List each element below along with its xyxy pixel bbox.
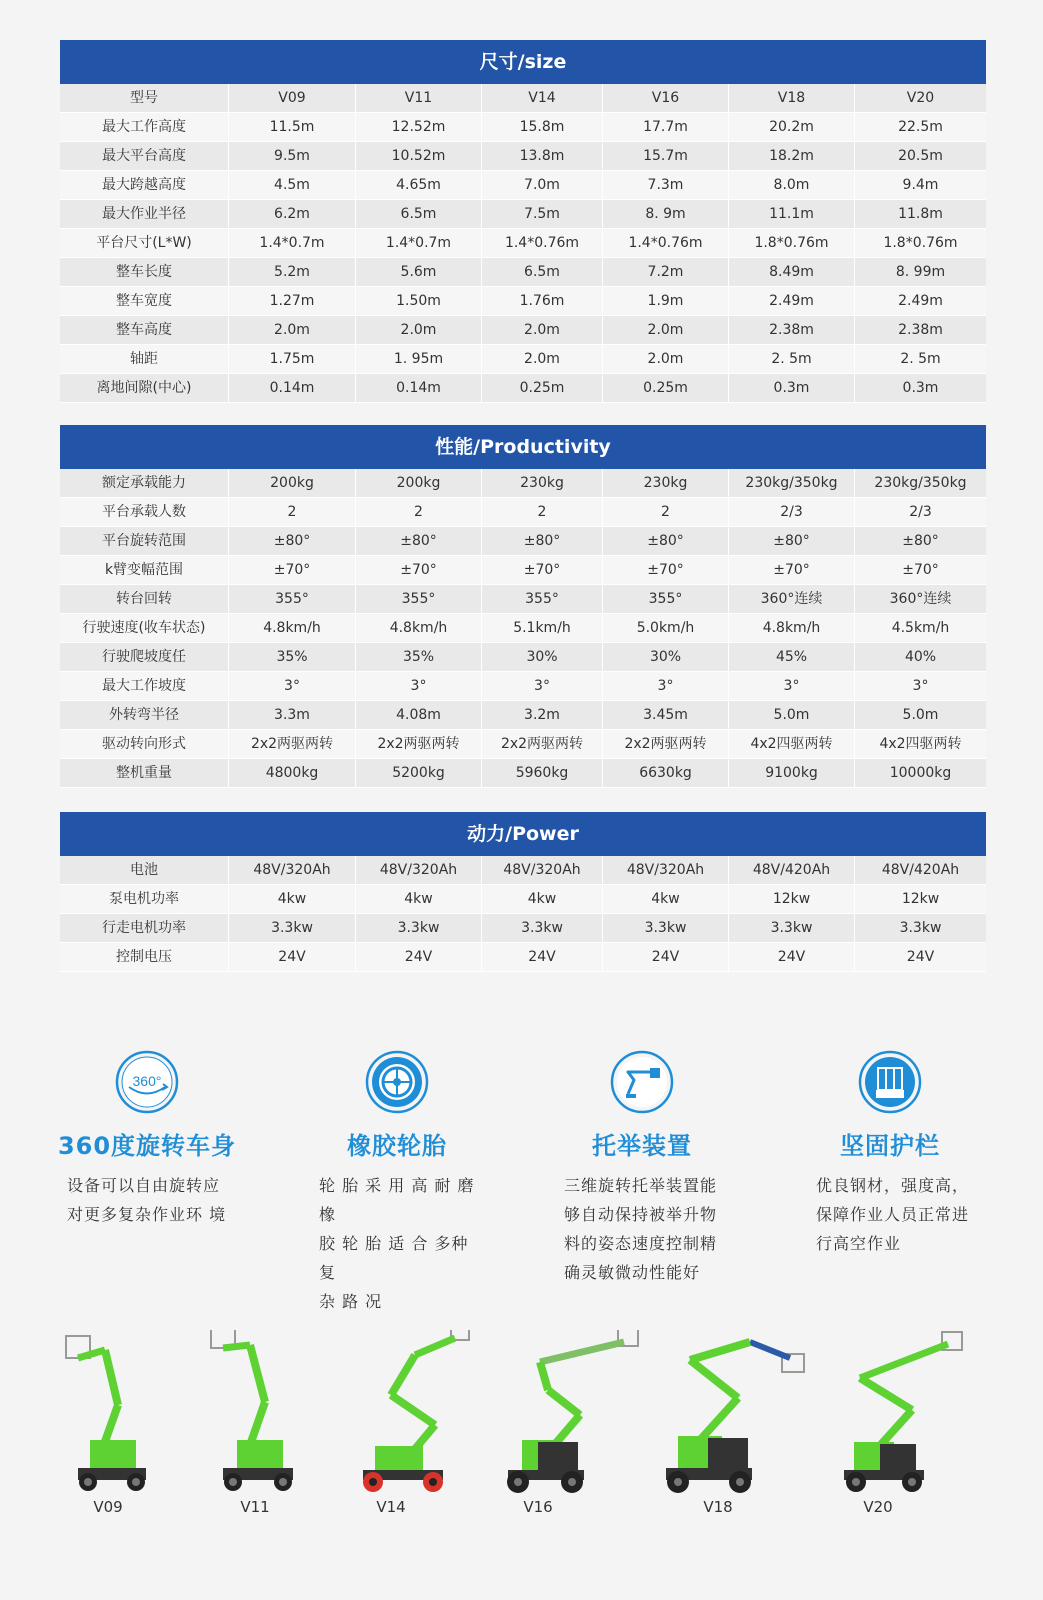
table-cell: 3° — [356, 672, 482, 701]
table-cell: 1.4*0.76m — [603, 229, 729, 258]
table-cell: 45% — [729, 643, 855, 672]
table-cell: ±80° — [855, 527, 986, 556]
table-row — [60, 856, 986, 885]
table-cell: 4kw — [482, 885, 603, 914]
table-cell: 3.3kw — [482, 914, 603, 943]
table-cell: 9.4m — [855, 171, 986, 200]
table-row — [60, 374, 986, 403]
table-cell: 10000kg — [855, 759, 986, 788]
table-cell: 3.3kw — [229, 914, 356, 943]
table-cell: 5.0km/h — [603, 614, 729, 643]
table-cell: 8.49m — [729, 258, 855, 287]
table-row — [60, 200, 986, 229]
table-cell: 3° — [229, 672, 356, 701]
table-row — [60, 701, 986, 730]
row-label: 电池 — [60, 856, 229, 885]
feature-line: 对更多复杂作业环 境 — [67, 1205, 227, 1224]
guardrail-icon — [858, 1050, 922, 1114]
table-cell: 7.3m — [603, 171, 729, 200]
table-row — [60, 914, 986, 943]
table-cell: 2x2两驱两转 — [603, 730, 729, 759]
table-cell: V16 — [603, 84, 729, 113]
table-cell: ±70° — [855, 556, 986, 585]
table-cell: 3.3m — [229, 701, 356, 730]
row-label: 行走电机功率 — [60, 914, 229, 943]
power-header: 动力/Power — [60, 812, 986, 856]
table-cell: 3.3kw — [603, 914, 729, 943]
table-cell: V18 — [729, 84, 855, 113]
table-cell: 200kg — [229, 469, 356, 498]
table-cell: 0.3m — [855, 374, 986, 403]
table-cell: 7.2m — [603, 258, 729, 287]
table-cell: 11.5m — [229, 113, 356, 142]
table-row — [60, 287, 986, 316]
table-cell: 15.7m — [603, 142, 729, 171]
lift-label: V18 — [703, 1498, 733, 1516]
lift-v11-image — [205, 1330, 355, 1530]
table-cell: 40% — [855, 643, 986, 672]
feature-title: 托举装置 — [592, 1132, 692, 1160]
row-label: 整车长度 — [60, 258, 229, 287]
tire-icon — [365, 1050, 429, 1114]
feature-line: 轮 胎 采 用 高 耐 磨橡 — [319, 1176, 475, 1224]
row-label: 最大跨越高度 — [60, 171, 229, 200]
row-label: 泵电机功率 — [60, 885, 229, 914]
table-row — [60, 643, 986, 672]
table-cell: 1.4*0.7m — [356, 229, 482, 258]
table-cell: ±80° — [229, 527, 356, 556]
table-cell: 2 — [482, 498, 603, 527]
lift-v09-image — [60, 1330, 210, 1530]
lift-v18-image — [660, 1330, 810, 1530]
table-cell: 2.49m — [729, 287, 855, 316]
table-cell: 2.38m — [729, 316, 855, 345]
table-cell: 5.6m — [356, 258, 482, 287]
table-cell: 2/3 — [729, 498, 855, 527]
table-cell: 13.8m — [482, 142, 603, 171]
table-cell: 0.25m — [603, 374, 729, 403]
table-row — [60, 672, 986, 701]
table-cell: 4x2四驱两转 — [729, 730, 855, 759]
table-cell: ±70° — [729, 556, 855, 585]
table-cell: ±70° — [482, 556, 603, 585]
row-label: 离地间隙(中心) — [60, 374, 229, 403]
table-cell: ±80° — [729, 527, 855, 556]
table-row — [60, 113, 986, 142]
size-header: 尺寸/size — [60, 40, 986, 84]
table-cell: V09 — [229, 84, 356, 113]
lift-illustration — [500, 1330, 650, 1500]
table-row — [60, 258, 986, 287]
table-cell: 2.0m — [603, 345, 729, 374]
table-cell: ±70° — [603, 556, 729, 585]
table-cell: 2.0m — [482, 345, 603, 374]
table-cell: 5200kg — [356, 759, 482, 788]
table-cell: 4.5km/h — [855, 614, 986, 643]
lift-illustration — [840, 1330, 980, 1500]
row-label: 外转弯半径 — [60, 701, 229, 730]
table-cell: 5960kg — [482, 759, 603, 788]
table-cell: 2.0m — [229, 316, 356, 345]
table-cell: ±80° — [603, 527, 729, 556]
table-cell: 200kg — [356, 469, 482, 498]
power-table-body — [60, 856, 986, 972]
table-cell: 3.3kw — [855, 914, 986, 943]
table-cell: 4800kg — [229, 759, 356, 788]
table-cell: 48V/420Ah — [729, 856, 855, 885]
table-cell: 0.14m — [229, 374, 356, 403]
table-cell: 48V/320Ah — [603, 856, 729, 885]
table-cell: 2. 5m — [855, 345, 986, 374]
table-cell: 17.7m — [603, 113, 729, 142]
table-cell: 0.3m — [729, 374, 855, 403]
table-cell: 48V/320Ah — [229, 856, 356, 885]
table-cell: 18.2m — [729, 142, 855, 171]
table-cell: 3° — [855, 672, 986, 701]
table-cell: 2. 5m — [729, 345, 855, 374]
table-cell: 11.1m — [729, 200, 855, 229]
table-cell: 355° — [482, 585, 603, 614]
table-cell: 11.8m — [855, 200, 986, 229]
table-row — [60, 84, 986, 113]
table-cell: 2/3 — [855, 498, 986, 527]
table-cell: 12kw — [729, 885, 855, 914]
row-label: 最大工作坡度 — [60, 672, 229, 701]
table-cell: 2.49m — [855, 287, 986, 316]
row-label: 额定承载能力 — [60, 469, 229, 498]
table-cell: 24V — [482, 943, 603, 972]
feature-line: 优良钢材，强度高， — [816, 1176, 970, 1195]
row-label: 驱动转向形式 — [60, 730, 229, 759]
feature-text — [307, 1171, 487, 1316]
row-label: 整机重量 — [60, 759, 229, 788]
table-cell: 3.3kw — [356, 914, 482, 943]
feature-line: 行高空作业 — [816, 1234, 902, 1253]
table-cell: 1.4*0.7m — [229, 229, 356, 258]
table-row — [60, 171, 986, 200]
feature-line: 保障作业人员正常进 — [816, 1205, 970, 1224]
table-cell: 2.38m — [855, 316, 986, 345]
feature-line: 胶 轮 胎 适 合 多种 复 — [319, 1234, 469, 1282]
table-cell: 3.45m — [603, 701, 729, 730]
row-label: k臂变幅范围 — [60, 556, 229, 585]
row-label: 平台尺寸(L*W) — [60, 229, 229, 258]
row-label: 行驶爬坡度任 — [60, 643, 229, 672]
table-row — [60, 316, 986, 345]
table-cell: 6630kg — [603, 759, 729, 788]
table-cell: ±70° — [356, 556, 482, 585]
table-cell: 30% — [603, 643, 729, 672]
feature-line: 杂 路 况 — [319, 1292, 383, 1311]
table-cell: 35% — [356, 643, 482, 672]
table-cell: 22.5m — [855, 113, 986, 142]
row-label: 平台旋转范围 — [60, 527, 229, 556]
table-cell: 1.9m — [603, 287, 729, 316]
table-cell: 1.8*0.76m — [855, 229, 986, 258]
table-cell: 15.8m — [482, 113, 603, 142]
lift-illustration — [205, 1330, 325, 1500]
table-row — [60, 614, 986, 643]
table-cell: 4.5m — [229, 171, 356, 200]
table-cell: 20.5m — [855, 142, 986, 171]
table-cell: 30% — [482, 643, 603, 672]
table-cell: 4.8km/h — [356, 614, 482, 643]
table-cell: 1.27m — [229, 287, 356, 316]
table-cell: 6.5m — [356, 200, 482, 229]
table-cell: 5.0m — [855, 701, 986, 730]
table-row — [60, 730, 986, 759]
row-label: 整车宽度 — [60, 287, 229, 316]
table-cell: V20 — [855, 84, 986, 113]
table-cell: 24V — [855, 943, 986, 972]
table-cell: 230kg — [603, 469, 729, 498]
table-cell: 3° — [482, 672, 603, 701]
feature-line: 确灵敏微动性能好 — [564, 1263, 701, 1282]
table-cell: 2 — [603, 498, 729, 527]
lift-label: V20 — [863, 1498, 893, 1516]
table-cell: 0.14m — [356, 374, 482, 403]
table-cell: 48V/320Ah — [482, 856, 603, 885]
row-label: 平台承载人数 — [60, 498, 229, 527]
table-row — [60, 498, 986, 527]
productivity-table-body — [60, 469, 986, 788]
lift-v20-image — [840, 1330, 990, 1530]
table-cell: 3.2m — [482, 701, 603, 730]
table-cell: 2.0m — [603, 316, 729, 345]
table-row — [60, 556, 986, 585]
feature-text — [57, 1171, 237, 1229]
table-cell: 4.8km/h — [229, 614, 356, 643]
table-cell: 1.4*0.76m — [482, 229, 603, 258]
table-cell: 24V — [729, 943, 855, 972]
table-cell: 12kw — [855, 885, 986, 914]
table-cell: 8. 99m — [855, 258, 986, 287]
table-cell: 1.76m — [482, 287, 603, 316]
table-cell: 5.2m — [229, 258, 356, 287]
lift-label: V11 — [240, 1498, 270, 1516]
table-cell: 355° — [603, 585, 729, 614]
table-cell: 1.75m — [229, 345, 356, 374]
productivity-header: 性能/Productivity — [60, 425, 986, 469]
table-cell: 1.50m — [356, 287, 482, 316]
table-cell: 355° — [356, 585, 482, 614]
table-cell: 4kw — [603, 885, 729, 914]
table-cell: 2.0m — [356, 316, 482, 345]
table-cell: V11 — [356, 84, 482, 113]
table-cell: 3.3kw — [729, 914, 855, 943]
table-cell: 4kw — [356, 885, 482, 914]
table-cell: 4.65m — [356, 171, 482, 200]
table-cell: 7.5m — [482, 200, 603, 229]
table-cell: 12.52m — [356, 113, 482, 142]
table-cell: 4kw — [229, 885, 356, 914]
table-cell: ±80° — [482, 527, 603, 556]
lift-illustration — [355, 1330, 485, 1500]
table-cell: 5.0m — [729, 701, 855, 730]
table-cell: 4.08m — [356, 701, 482, 730]
lift-label: V16 — [523, 1498, 553, 1516]
table-cell: 355° — [229, 585, 356, 614]
power-table — [60, 812, 986, 972]
table-cell: 4x2四驱两转 — [855, 730, 986, 759]
feature-tire — [307, 1050, 487, 1316]
feature-title: 坚固护栏 — [840, 1132, 940, 1160]
table-cell: 5.1km/h — [482, 614, 603, 643]
feature-text — [800, 1171, 980, 1258]
table-row — [60, 943, 986, 972]
size-table — [60, 40, 986, 403]
table-cell: 8. 9m — [603, 200, 729, 229]
table-cell: 35% — [229, 643, 356, 672]
lift-label: V09 — [93, 1498, 123, 1516]
rotate-360-icon — [115, 1050, 179, 1114]
table-cell: 230kg — [482, 469, 603, 498]
table-cell: 2.0m — [482, 316, 603, 345]
table-cell: 48V/420Ah — [855, 856, 986, 885]
table-cell: 360°连续 — [729, 585, 855, 614]
table-cell: 24V — [356, 943, 482, 972]
svg-text:360°: 360° — [132, 1073, 162, 1089]
row-label: 最大平台高度 — [60, 142, 229, 171]
feature-rotation — [57, 1050, 237, 1229]
table-cell: 10.52m — [356, 142, 482, 171]
row-label: 轴距 — [60, 345, 229, 374]
table-cell: 4.8km/h — [729, 614, 855, 643]
lift-v16-image — [500, 1330, 650, 1530]
lift-illustration — [660, 1330, 810, 1500]
table-cell: 24V — [229, 943, 356, 972]
table-cell: 48V/320Ah — [356, 856, 482, 885]
table-cell: 2 — [356, 498, 482, 527]
table-cell: 230kg/350kg — [729, 469, 855, 498]
feature-line: 设备可以自由旋转应 — [67, 1176, 221, 1195]
row-label: 控制电压 — [60, 943, 229, 972]
feature-title: 360度旋转车身 — [57, 1132, 237, 1160]
row-label: 最大作业半径 — [60, 200, 229, 229]
feature-text — [552, 1171, 732, 1287]
lift-v14-image — [355, 1330, 505, 1530]
table-cell: 2x2两驱两转 — [356, 730, 482, 759]
table-cell: 9100kg — [729, 759, 855, 788]
table-cell: ±80° — [356, 527, 482, 556]
table-cell: 2x2两驱两转 — [482, 730, 603, 759]
feature-guardrail — [800, 1050, 980, 1258]
feature-line: 三维旋转托举装置能 — [564, 1176, 718, 1195]
feature-line: 料的姿态速度控制精 — [564, 1234, 718, 1253]
table-row — [60, 585, 986, 614]
features-section — [0, 1050, 1043, 1311]
table-cell: 9.5m — [229, 142, 356, 171]
row-label: 最大工作高度 — [60, 113, 229, 142]
table-cell: 1. 95m — [356, 345, 482, 374]
lift-label: V14 — [376, 1498, 406, 1516]
feature-line: 够自动保持被举升物 — [564, 1205, 718, 1224]
table-row — [60, 527, 986, 556]
table-cell: 6.5m — [482, 258, 603, 287]
productivity-table — [60, 425, 986, 788]
table-cell: 2x2两驱两转 — [229, 730, 356, 759]
table-cell: 20.2m — [729, 113, 855, 142]
feature-lift — [552, 1050, 732, 1287]
lift-gallery — [0, 1330, 1043, 1550]
table-cell: V14 — [482, 84, 603, 113]
row-label: 型号 — [60, 84, 229, 113]
table-row — [60, 142, 986, 171]
table-row — [60, 469, 986, 498]
table-cell: ±70° — [229, 556, 356, 585]
table-cell: 6.2m — [229, 200, 356, 229]
lift-illustration — [60, 1330, 180, 1500]
table-cell: 8.0m — [729, 171, 855, 200]
size-table-body — [60, 84, 986, 403]
table-row — [60, 885, 986, 914]
table-row — [60, 345, 986, 374]
table-row — [60, 229, 986, 258]
table-cell: 2 — [229, 498, 356, 527]
table-row — [60, 759, 986, 788]
table-cell: 3° — [603, 672, 729, 701]
table-cell: 360°连续 — [855, 585, 986, 614]
row-label: 行驶速度(收车状态) — [60, 614, 229, 643]
row-label: 转台回转 — [60, 585, 229, 614]
table-cell: 1.8*0.76m — [729, 229, 855, 258]
table-cell: 3° — [729, 672, 855, 701]
table-cell: 230kg/350kg — [855, 469, 986, 498]
row-label: 整车高度 — [60, 316, 229, 345]
lift-arm-icon — [610, 1050, 674, 1114]
table-cell: 24V — [603, 943, 729, 972]
feature-title: 橡胶轮胎 — [347, 1132, 447, 1160]
table-cell: 7.0m — [482, 171, 603, 200]
table-cell: 0.25m — [482, 374, 603, 403]
